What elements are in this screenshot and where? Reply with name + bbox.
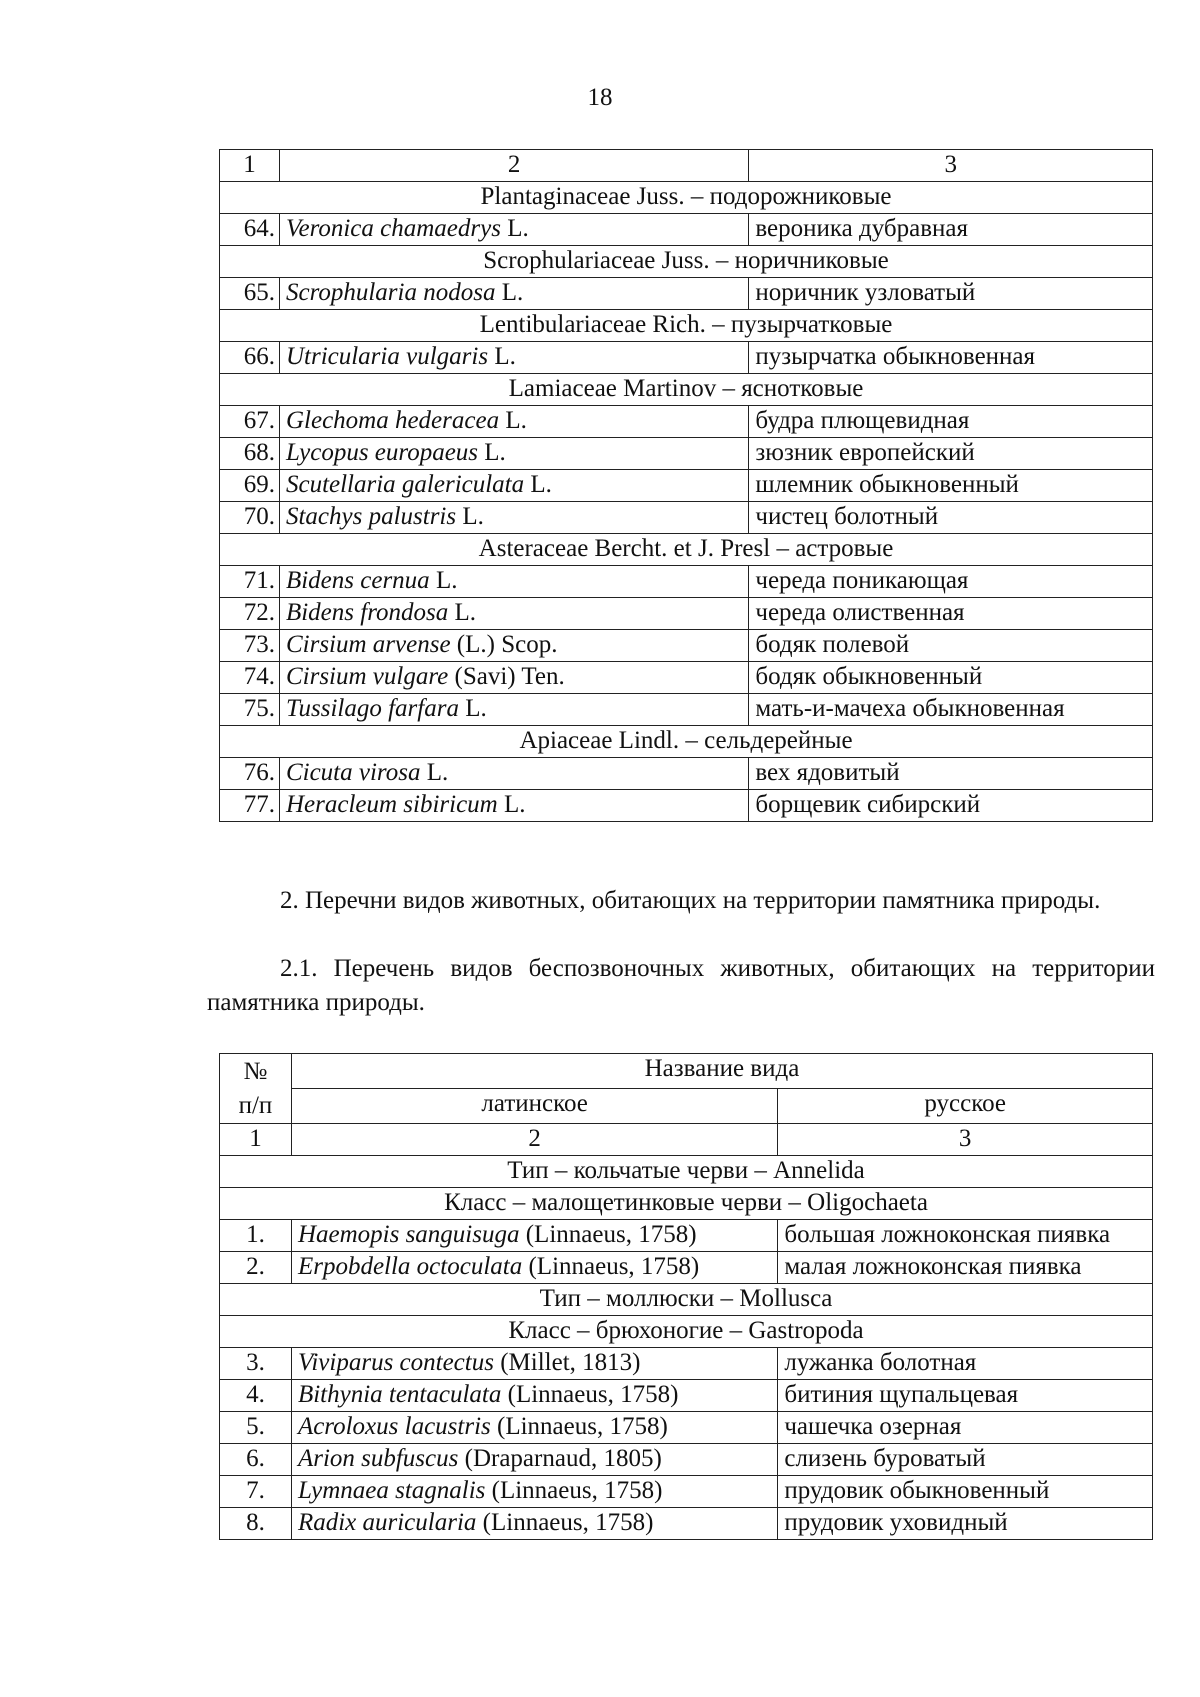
latin-name: Scutellaria galericulata [285, 471, 525, 498]
family-row [220, 534, 1153, 566]
row-number: 4. [220, 1380, 292, 1412]
row-number: 69. [220, 470, 280, 502]
latin-name-cell [291, 1412, 777, 1444]
table-header-row [220, 1124, 1153, 1156]
author-citation: (Draparnaud, 1805) [458, 1445, 662, 1472]
russian-name: малая ложноконская пиявка [778, 1252, 1153, 1284]
latin-name-cell [279, 566, 748, 598]
author-citation: L. [420, 759, 449, 786]
species-row [220, 790, 1153, 822]
column-number-2: 2 [291, 1124, 777, 1156]
family-row [220, 374, 1153, 406]
latin-name-cell [279, 438, 748, 470]
row-number: 5. [220, 1412, 292, 1444]
invertebrates-table [219, 1053, 1153, 1540]
species-row [220, 630, 1153, 662]
family-name: Apiaceae Lindl. – сельдерейные [220, 726, 1153, 758]
species-row [220, 470, 1153, 502]
latin-name-cell [291, 1476, 777, 1508]
author-citation: L. [497, 791, 526, 818]
latin-name-cell [279, 406, 748, 438]
column-number-1: 1 [220, 1124, 292, 1156]
russian-name: бодяк полевой [749, 630, 1153, 662]
species-row [220, 438, 1153, 470]
family-row [220, 726, 1153, 758]
russian-name: будра плющевидная [749, 406, 1153, 438]
latin-name-cell [279, 662, 748, 694]
species-row [220, 566, 1153, 598]
row-number: 76. [220, 758, 280, 790]
row-number: 7. [220, 1476, 292, 1508]
latin-name: Lycopus europaeus [285, 439, 479, 466]
latin-name: Arion subfuscus [297, 1445, 459, 1472]
latin-name: Heracleum sibiricum [285, 791, 498, 818]
family-row [220, 310, 1153, 342]
row-number: 6. [220, 1444, 292, 1476]
family-name: Plantaginaceae Juss. – подорожниковые [220, 182, 1153, 214]
author-citation: L. [448, 599, 477, 626]
latin-name: Tussilago farfara [285, 695, 459, 722]
paragraph-invertebrates-list: 2.1. Перечень видов беспозвоночных животных, обитающих на территории памятника природы. [207, 955, 1155, 1016]
latin-name: Veronica chamaedrys [285, 215, 501, 242]
species-row [220, 406, 1153, 438]
author-citation: L. [458, 695, 487, 722]
table-head-row-1 [220, 1054, 1153, 1089]
latin-name-cell [279, 598, 748, 630]
head-number-abbr: п/п [238, 1092, 273, 1119]
latin-name-cell [291, 1252, 777, 1284]
russian-name: слизень буроватый [778, 1444, 1153, 1476]
row-number: 72. [220, 598, 280, 630]
russian-name: мать-и-мачеха обыкновенная [749, 694, 1153, 726]
latin-name-cell [291, 1348, 777, 1380]
author-citation: L. [478, 439, 506, 466]
russian-name: битиния щупальцевая [778, 1380, 1153, 1412]
latin-name: Lymnaea stagnalis [297, 1477, 486, 1504]
head-latin: латинское [291, 1089, 777, 1124]
species-row [220, 758, 1153, 790]
table-head-row-2 [220, 1089, 1153, 1124]
latin-name-cell [279, 790, 748, 822]
russian-name: пузырчатка обыкновенная [749, 342, 1153, 374]
row-number: 2. [220, 1252, 292, 1284]
head-number-cell [220, 1054, 292, 1124]
row-number: 1. [220, 1220, 292, 1252]
species-row [220, 502, 1153, 534]
paragraph-animals-lists: 2. Перечни видов животных, обитающих на территории памятника природы. [280, 887, 1101, 914]
species-row [220, 1508, 1153, 1540]
latin-name-cell [279, 630, 748, 662]
russian-name: норичник узловатый [749, 278, 1153, 310]
author-citation: (L.) Scop. [450, 631, 558, 658]
species-row [220, 1476, 1153, 1508]
plants-table [219, 149, 1153, 822]
russian-name: чашечка озерная [778, 1412, 1153, 1444]
taxon-group-row [220, 1156, 1153, 1188]
latin-name-cell [279, 214, 748, 246]
row-number: 74. [220, 662, 280, 694]
latin-name: Acroloxus lacustris [297, 1413, 491, 1440]
species-row [220, 1252, 1153, 1284]
species-row [220, 1380, 1153, 1412]
family-name: Scrophulariaceae Juss. – норичниковые [220, 246, 1153, 278]
russian-name: борщевик сибирский [749, 790, 1153, 822]
latin-name-cell [279, 342, 748, 374]
row-number: 77. [220, 790, 280, 822]
row-number: 70. [220, 502, 280, 534]
page-number: 18 [587, 84, 613, 111]
family-name: Lamiaceae Martinov – яснотковые [220, 374, 1153, 406]
latin-name-cell [291, 1220, 777, 1252]
author-citation: (Linnaeus, 1758) [501, 1381, 679, 1408]
latin-name: Erpobdella octoculata [297, 1253, 523, 1280]
russian-name: прудовик уховидный [778, 1508, 1153, 1540]
latin-name-cell [279, 694, 748, 726]
species-row [220, 278, 1153, 310]
taxon-group-name: Класс – малощетинковые черви – Oligochaeta [220, 1188, 1153, 1220]
author-citation: (Linnaeus, 1758) [485, 1477, 663, 1504]
column-number-3: 3 [749, 150, 1153, 182]
latin-name: Cirsium arvense [285, 631, 451, 658]
head-species-name: Название вида [291, 1054, 1152, 1089]
author-citation: (Savi) Ten. [448, 663, 565, 690]
author-citation: (Linnaeus, 1758) [476, 1509, 654, 1536]
latin-name: Scrophularia nodosa [285, 279, 496, 306]
author-citation: L. [488, 343, 516, 370]
latin-name: Glechoma hederacea [285, 407, 500, 434]
column-number-1: 1 [220, 150, 280, 182]
russian-name: лужанка болотная [778, 1348, 1153, 1380]
species-row [220, 1444, 1153, 1476]
latin-name: Cirsium vulgare [285, 663, 449, 690]
latin-name: Bidens cernua [285, 567, 430, 594]
russian-name: чистец болотный [749, 502, 1153, 534]
taxon-group-row [220, 1316, 1153, 1348]
taxon-group-row [220, 1188, 1153, 1220]
latin-name: Stachys palustris [285, 503, 457, 530]
row-number: 71. [220, 566, 280, 598]
row-number: 64. [220, 214, 280, 246]
family-name: Asteraceae Bercht. et J. Presl – астровые [220, 534, 1153, 566]
species-row [220, 1220, 1153, 1252]
russian-name: прудовик обыкновенный [778, 1476, 1153, 1508]
column-number-2: 2 [279, 150, 748, 182]
row-number: 68. [220, 438, 280, 470]
family-row [220, 246, 1153, 278]
russian-name: шлемник обыкновенный [749, 470, 1153, 502]
latin-name: Bidens frondosa [285, 599, 449, 626]
row-number: 67. [220, 406, 280, 438]
russian-name: бодяк обыкновенный [749, 662, 1153, 694]
latin-name: Cicuta virosa [285, 759, 421, 786]
latin-name-cell [291, 1380, 777, 1412]
taxon-group-name: Класс – брюхоногие – Gastropoda [220, 1316, 1153, 1348]
author-citation: L. [495, 279, 524, 306]
latin-name-cell [291, 1444, 777, 1476]
latin-name: Viviparus contectus [297, 1349, 494, 1376]
russian-name: вероника дубравная [749, 214, 1153, 246]
author-citation: L. [500, 215, 529, 242]
table-header-row [220, 150, 1153, 182]
author-citation: (Millet, 1813) [493, 1349, 641, 1376]
species-row [220, 1348, 1153, 1380]
latin-name-cell [279, 470, 748, 502]
russian-name: зюзник европейский [749, 438, 1153, 470]
latin-name-cell [291, 1508, 777, 1540]
author-citation: L. [524, 471, 552, 498]
row-number: 73. [220, 630, 280, 662]
author-citation: L. [456, 503, 484, 530]
species-row [220, 598, 1153, 630]
species-row [220, 694, 1153, 726]
species-row [220, 662, 1153, 694]
taxon-group-name: Тип – кольчатые черви – Annelida [220, 1156, 1153, 1188]
latin-name: Bithynia tentaculata [297, 1381, 502, 1408]
author-citation: (Linnaeus, 1758) [519, 1221, 697, 1248]
species-row [220, 342, 1153, 374]
author-citation: L. [499, 407, 527, 434]
row-number: 65. [220, 278, 280, 310]
author-citation: (Linnaeus, 1758) [522, 1253, 700, 1280]
row-number: 8. [220, 1508, 292, 1540]
latin-name-cell [279, 758, 748, 790]
species-row [220, 214, 1153, 246]
row-number: 3. [220, 1348, 292, 1380]
species-row [220, 1412, 1153, 1444]
russian-name: вех ядовитый [749, 758, 1153, 790]
column-number-3: 3 [778, 1124, 1153, 1156]
family-row [220, 182, 1153, 214]
latin-name: Radix auricularia [297, 1509, 477, 1536]
row-number: 66. [220, 342, 280, 374]
latin-name: Haemopis sanguisuga [297, 1221, 520, 1248]
latin-name-cell [279, 502, 748, 534]
latin-name: Utricularia vulgaris [285, 343, 489, 370]
author-citation: (Linnaeus, 1758) [490, 1413, 668, 1440]
russian-name: череда поникающая [749, 566, 1153, 598]
head-number-symbol: № [243, 1058, 268, 1085]
row-number: 75. [220, 694, 280, 726]
family-name: Lentibulariaceae Rich. – пузырчатковые [220, 310, 1153, 342]
latin-name-cell [279, 278, 748, 310]
taxon-group-name: Тип – моллюски – Mollusca [220, 1284, 1153, 1316]
russian-name: череда олиственная [749, 598, 1153, 630]
author-citation: L. [429, 567, 458, 594]
taxon-group-row [220, 1284, 1153, 1316]
russian-name: большая ложноконская пиявка [778, 1220, 1153, 1252]
head-russian: русское [778, 1089, 1153, 1124]
